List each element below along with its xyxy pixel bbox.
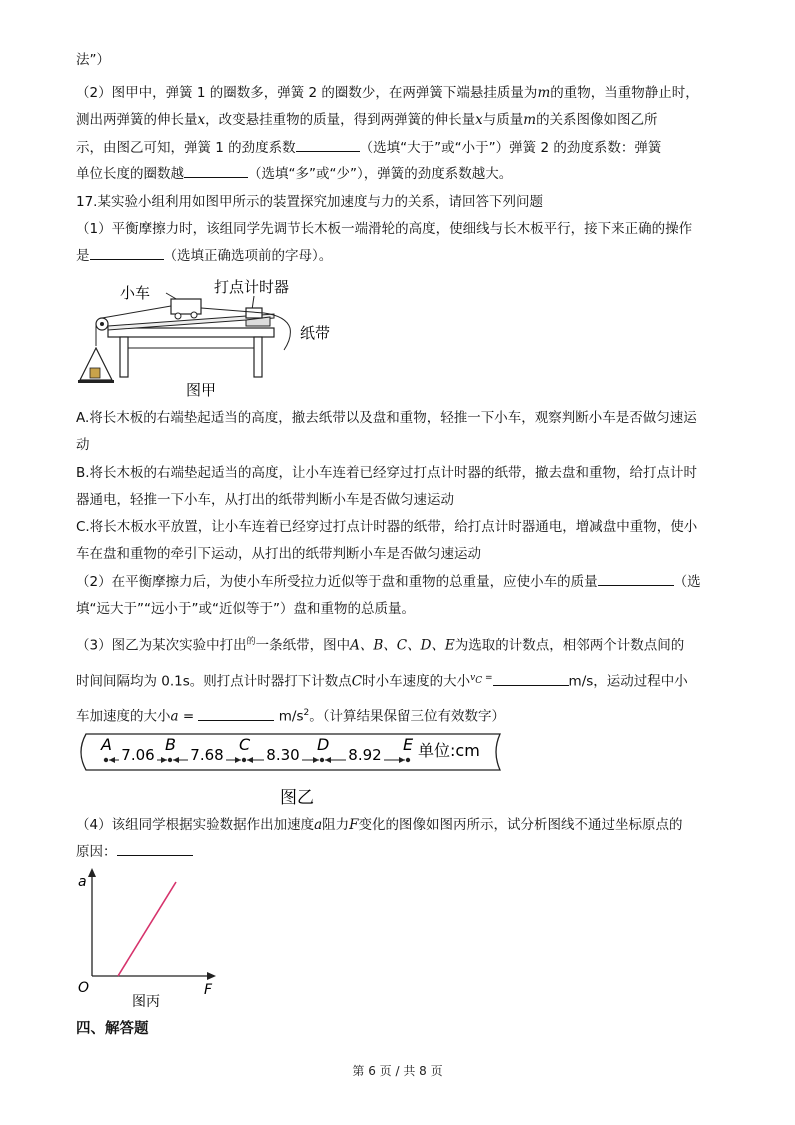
text-line: （3）图乙为某次实验中打出$^的$一条纸带，图中A、B、C、D、E为选取的计数点，相邻两个计数点间的 — [76, 637, 685, 654]
option-a: A.将长木板的右端垫起适当的高度，撤去纸带以及盘和重物，轻推一下小车，观察判断小车是否做匀速运 — [76, 410, 697, 426]
count-point — [406, 758, 410, 762]
text-line: 是 （选填正确选项前的字母）。 — [76, 248, 333, 264]
answer-blank[interactable] — [184, 164, 248, 178]
unit-label: 单位:cm — [418, 741, 480, 760]
figure-yi-tape — [74, 730, 504, 812]
text-line: （2）在平衡摩擦力后，为使小车所受拉力近似等于盘和重物的总重量，应使小车的质量 （选 — [76, 574, 701, 590]
count-point — [320, 758, 324, 762]
y-axis-label: a — [78, 874, 87, 890]
table-top — [108, 328, 274, 337]
answer-blank[interactable] — [90, 246, 164, 260]
cart-label: 小车 — [120, 284, 151, 302]
text-line: 原因： — [76, 842, 193, 862]
point-label: E — [403, 735, 414, 754]
cart — [171, 299, 201, 314]
text-line: 时间间隔均为 0.1s。则打点计时器打下计数点C时小车速度的大小$^{vC =}$ m/s，运动过程中小 — [76, 673, 688, 690]
figure-jia-apparatus — [74, 268, 344, 402]
segment-length: 8.92 — [348, 746, 382, 764]
point-label: A — [101, 735, 112, 754]
option-b: 器通电，轻推一下小车，从打出的纸带判断小车是否做匀速运动 — [76, 492, 454, 508]
option-c: 车在盘和重物的牵引下运动，从打出的纸带判断小车是否做匀速运动 — [76, 546, 481, 562]
answer-blank[interactable] — [296, 138, 360, 152]
text-line: （2）图甲中，弹簧 1 的圈数多，弹簧 2 的圈数少，在两弹簧下端悬挂质量为m的重物，当重物静止时， — [76, 85, 699, 101]
count-point — [168, 758, 172, 762]
option-a: 动 — [76, 437, 90, 453]
figure-caption: 图丙 — [132, 994, 160, 1010]
text-line: 填“远大于”“远小于”或“近似等于”）盘和重物的总质量。 — [76, 601, 415, 617]
segment-length: 8.30 — [266, 746, 300, 764]
segment-length: 7.06 — [121, 746, 155, 764]
text-line: 示，由图乙可知，弹簧 1 的劲度系数 （选填“大于”或“小于”）弹簧 2 的劲度系数：弹簧 — [76, 140, 662, 156]
count-point — [104, 758, 108, 762]
answer-blank[interactable] — [117, 842, 193, 856]
section-heading: 四、解答题 — [76, 1021, 149, 1037]
option-b: B.将长木板的右端垫起适当的高度，让小车连着已经穿过打点计时器的纸带，撤去盘和重物，给打点计时 — [76, 465, 698, 481]
answer-blank[interactable] — [493, 672, 569, 686]
figure-bing-graph — [74, 866, 234, 1016]
origin-label: O — [78, 980, 90, 996]
timer-label: 打点计时器 — [214, 278, 290, 296]
text-line: （4）该组同学根据实验数据作出加速度a阻力F变化的图像如图丙所示，试分析图线不通过坐标原点的 — [76, 817, 683, 833]
figure-caption: 图甲 — [186, 381, 217, 399]
option-c: C.将长木板水平放置，让小车连着已经穿过打点计时器的纸带，给打点计时器通电，增减盘中重物，使小 — [76, 519, 698, 535]
text-line: （1）平衡摩擦力时，该组同学先调节长木板一端滑轮的高度，使细线与长木板平行，接下来正确的操作 — [76, 221, 693, 237]
text-line: 法”） — [76, 52, 110, 68]
answer-blank[interactable] — [598, 572, 674, 586]
data-line — [118, 882, 176, 976]
text-line: 车加速度的大小$a = m/s^2$。（计算结果保留三位有效数字） — [76, 708, 505, 725]
point-label: C — [239, 735, 251, 754]
point-label: B — [165, 735, 176, 754]
count-point — [242, 758, 246, 762]
question-title: 17.某实验小组利用如图甲所示的装置探究加速度与力的关系，请回答下列问题 — [76, 194, 543, 210]
page-footer: 第 6 页 / 共 8 页 — [352, 1064, 443, 1078]
tape-label: 纸带 — [300, 324, 331, 342]
text-line: 单位长度的圈数越 （选填“多”或“少”），弹簧的劲度系数越大。 — [76, 166, 513, 182]
text-line: 测出两弹簧的伸长量x，改变悬挂重物的质量，得到两弹簧的伸长量x与质量m的关系图像如图乙所 — [76, 112, 658, 128]
answer-blank[interactable] — [198, 707, 274, 721]
segment-length: 7.68 — [190, 746, 224, 764]
point-label: D — [317, 735, 330, 754]
figure-caption: 图乙 — [280, 788, 314, 808]
x-axis-label: F — [204, 982, 213, 998]
